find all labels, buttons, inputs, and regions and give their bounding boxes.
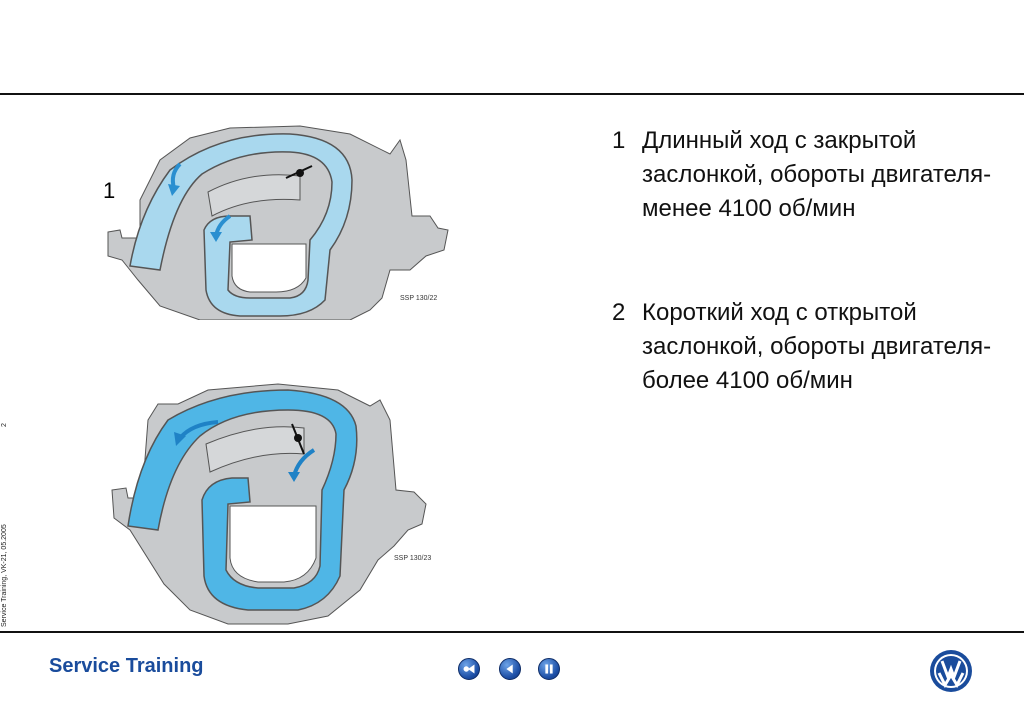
list-item [612,124,992,226]
page-number: 2 [1,423,8,427]
bottom-divider [0,631,1024,633]
first-slide-button[interactable] [458,658,480,680]
pause-icon [539,659,559,679]
brand-label: Service Training [49,655,204,677]
previous-slide-button[interactable] [499,658,521,680]
pause-button[interactable] [538,658,560,680]
side-footer [0,370,18,630]
diagram-caption-top: SSP 130/22 [400,295,438,302]
figure-label: 1 [103,178,116,203]
list-item-number: 1 [612,127,626,154]
top-divider [0,93,1024,95]
list-item [612,296,992,398]
list-item-text: Длинный ход с закрытой заслонкой, обороты двигателя- менее 4100 об/мин [642,127,992,222]
list-item-number: 2 [612,299,626,326]
previous-icon [500,659,520,679]
diagram-caption-bottom: SSP 130/23 [394,555,432,562]
first-icon [459,659,479,679]
intake-diagram-long-path [100,120,452,320]
list-item-text: Короткий ход с открытой заслонкой, обороты двигателя- более 4100 об/мин [642,299,992,394]
intake-diagram-short-path [108,380,448,625]
copyright-text: Service Training, VK-21, 05.2005 [1,524,8,627]
vw-logo [929,649,973,693]
